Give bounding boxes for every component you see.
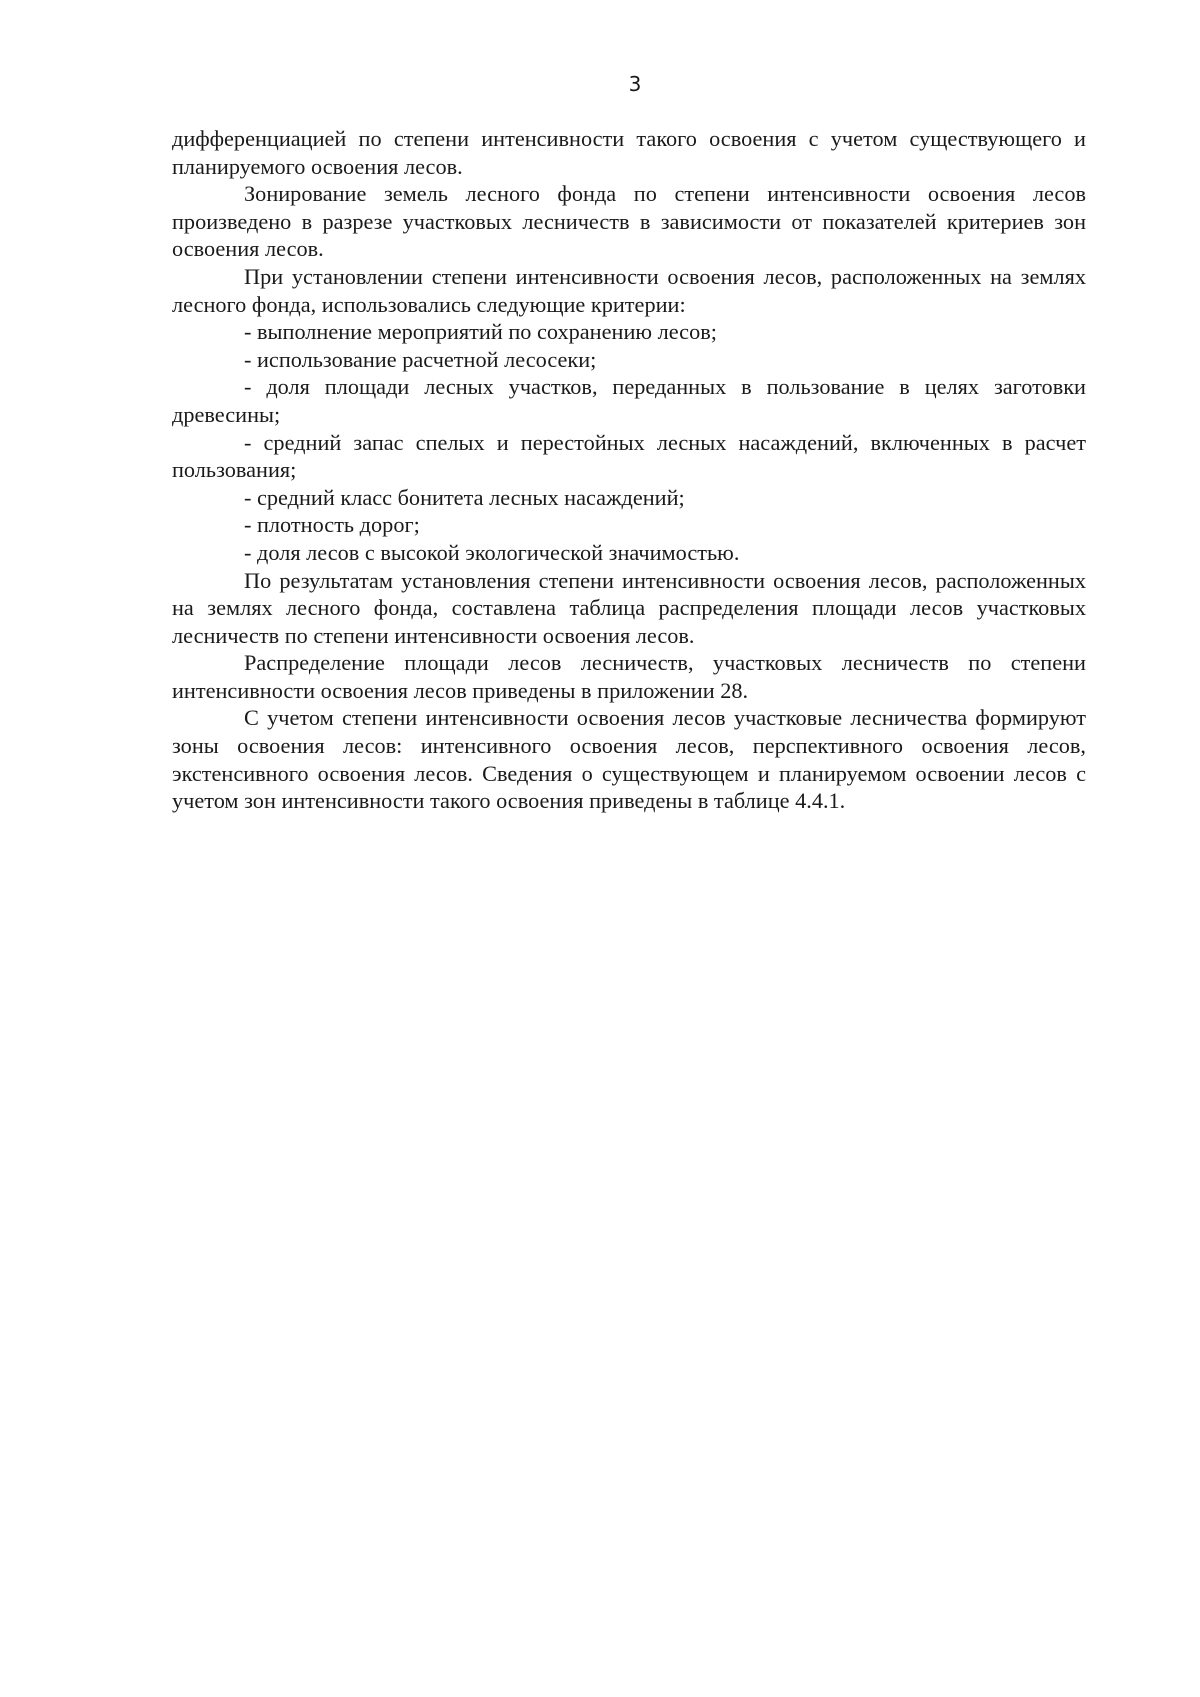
criteria-item: - плотность дорог; [244,512,420,538]
paragraph-zoning: Зонирование земель лесного фонда по степени интенсивности освоения лесов произведено в разрезе участковых лесничеств в зависимости от показателей критериев зон освоения лесов. [172,181,1086,262]
paragraph-results: По результатам установления степени интенсивности освоения лесов, расположенных на землях лесного фонда, составлена таблица распределения площади лесов участковых лесничеств по степени интенсивности освоения лесов. [172,567,1086,648]
body-text [172,125,1086,815]
criteria-item: - средний запас спелых и перестойных лесных насаждений, включенных в расчет пользования; [172,429,1086,483]
paragraph-appendix-reference: Распределение площади лесов лесничеств, участковых лесничеств по степени интенсивности освоения лесов приведены в приложении 28. [172,650,1086,703]
criteria-item: - доля лесов с высокой экологической значимостью. [244,539,740,565]
paragraph-zones: С учетом степени интенсивности освоения лесов участковые лесничества формируют зоны освоения лесов: интенсивного освоения лесов, перспективного освоения лесов, экстенсивного освоения лесов. Сведения о существующем и планируемом освоении лесов с учетом зон интенсивности такого освоения приведены в таблице 4.4.1. [172,705,1086,814]
page-number: 3 [628,72,642,96]
criteria-item: - средний класс бонитета лесных насаждений; [244,484,685,510]
criteria-item: - доля площади лесных участков, переданных в пользование в целях заготовки древесины; [172,374,1086,427]
criteria-item: - использование расчетной лесосеки; [244,346,597,372]
criteria-item: - выполнение мероприятий по сохранению лесов; [244,319,717,345]
paragraph-criteria-intro: При установлении степени интенсивности освоения лесов, расположенных на землях лесного фонда, использовались следующие критерии: [172,263,1086,317]
paragraph-continuation: дифференциацией по степени интенсивности такого освоения с учетом существующего и планируемого освоения лесов. [172,126,1086,179]
